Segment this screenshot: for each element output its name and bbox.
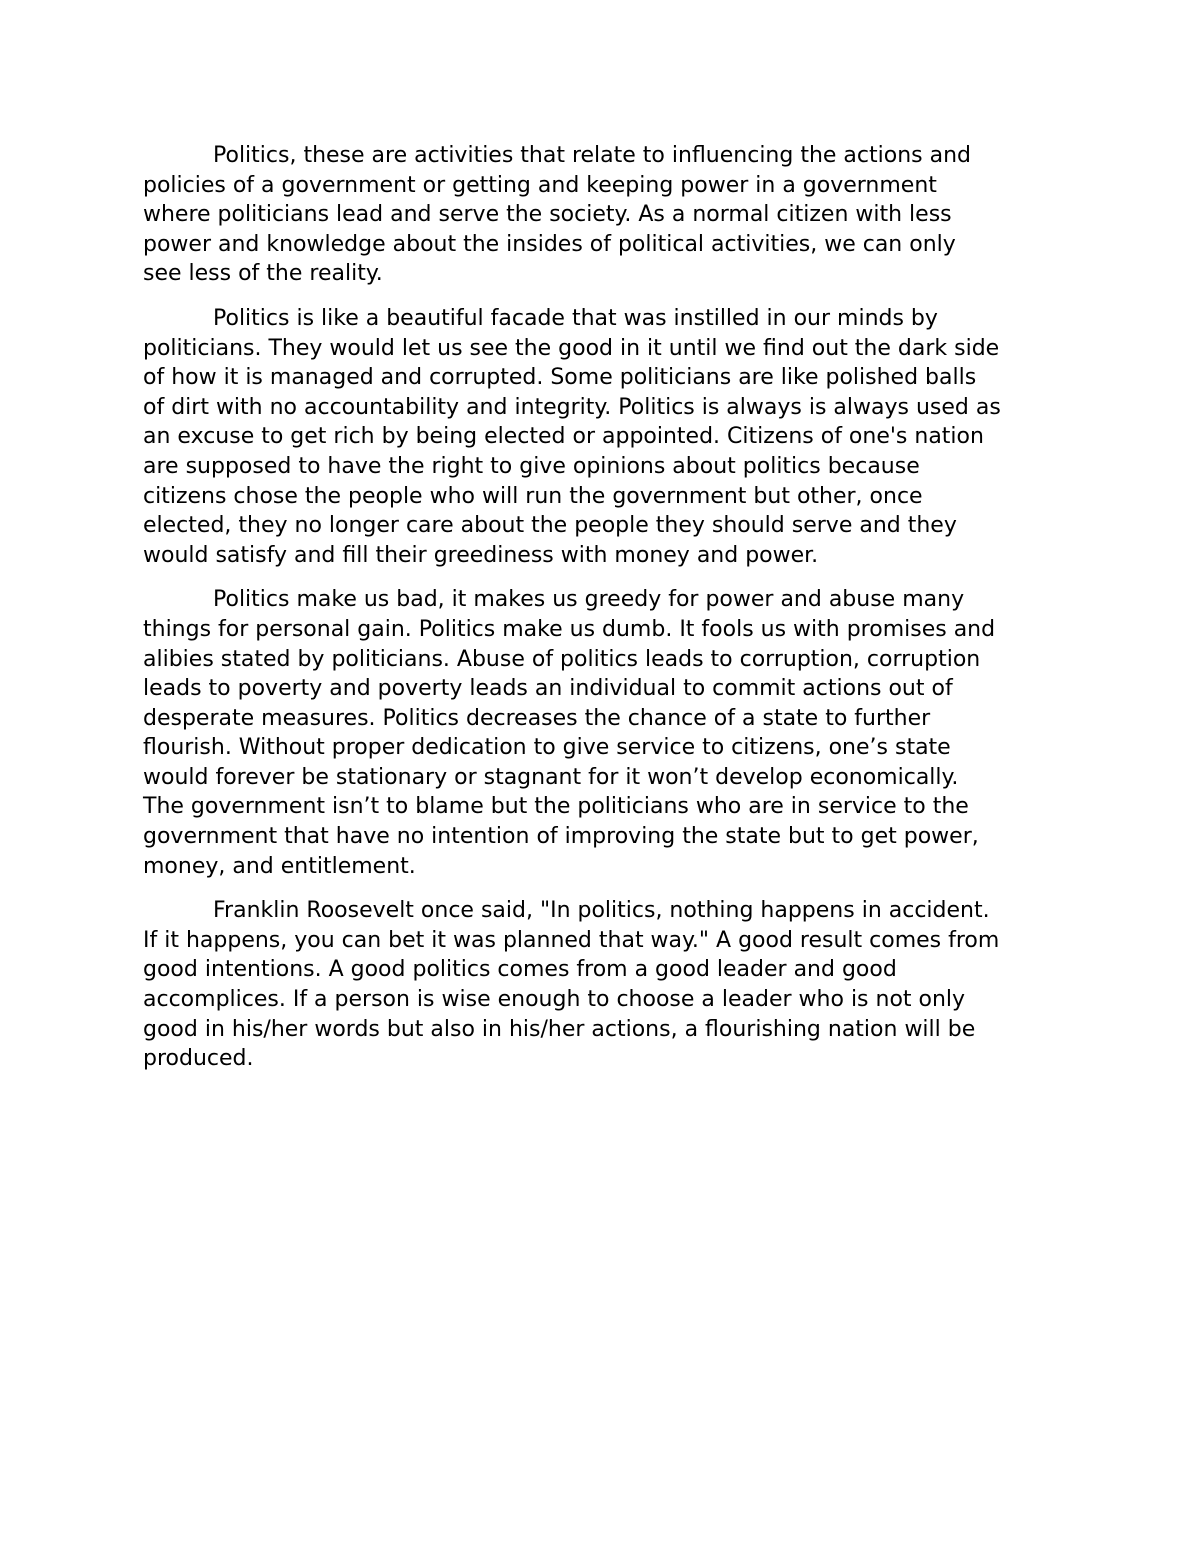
paragraph-line: of how it is managed and corrupted. Some politicians are like polished balls xyxy=(143,365,977,391)
paragraph-line: of dirt with no accountability and integrity. Politics is always is always used as xyxy=(143,394,1001,420)
paragraph-3 xyxy=(143,585,1078,881)
paragraph-line: good in his/her words but also in his/her actions, a flourishing nation will be xyxy=(143,1016,976,1042)
paragraph-line: money, and entitlement. xyxy=(143,853,416,879)
paragraph-line: leads to poverty and poverty leads an individual to commit actions out of xyxy=(143,676,953,702)
paragraph-line: Politics make us bad, it makes us greedy for power and abuse many xyxy=(213,587,965,613)
paragraph-line: accomplices. If a person is wise enough to choose a leader who is not only xyxy=(143,987,966,1013)
paragraph-line: are supposed to have the right to give opinions about politics because xyxy=(143,453,920,479)
paragraph-line: politicians. They would let us see the good in it until we find out the dark side xyxy=(143,335,1000,361)
paragraph-line: Politics, these are activities that relate to influencing the actions and xyxy=(213,143,971,168)
paragraph-line: elected, they no longer care about the people they should serve and they xyxy=(143,513,957,539)
paragraph-line: would forever be stationary or stagnant for it won’t develop economically. xyxy=(143,764,959,790)
paragraph-2 xyxy=(143,304,1078,570)
paragraph-line: Franklin Roosevelt once said, "In politics, nothing happens in accident. xyxy=(213,898,990,924)
paragraph-line: Politics is like a beautiful facade that was instilled in our minds by xyxy=(213,305,938,331)
paragraph-line: alibies stated by politicians. Abuse of politics leads to corruption, corruption xyxy=(143,646,981,672)
paragraph-line: government that have no intention of improving the state but to get power, xyxy=(143,824,979,850)
paragraph-4 xyxy=(143,896,1078,1074)
paragraph-line: desperate measures. Politics decreases the chance of a state to further xyxy=(143,705,931,731)
paragraph-line: The government isn’t to blame but the politicians who are in service to the xyxy=(143,794,969,820)
paragraph-line: produced. xyxy=(143,1046,254,1072)
paragraph-line: see less of the reality. xyxy=(143,261,383,287)
document-body xyxy=(143,141,1078,1089)
paragraph-line: things for personal gain. Politics make us dumb. It fools us with promises and xyxy=(143,616,996,642)
paragraph-line: good intentions. A good politics comes from a good leader and good xyxy=(143,957,897,983)
paragraph-line: power and knowledge about the insides of political activities, we can only xyxy=(143,231,956,257)
paragraph-1 xyxy=(143,141,1078,289)
paragraph-line: where politicians lead and serve the society. As a normal citizen with less xyxy=(143,202,952,228)
paragraph-line: If it happens, you can bet it was planned that way." A good result comes from xyxy=(143,927,1000,953)
paragraph-line: citizens chose the people who will run the government but other, once xyxy=(143,483,923,509)
paragraph-line: an excuse to get rich by being elected or appointed. Citizens of one's nation xyxy=(143,424,984,450)
paragraph-line: flourish. Without proper dedication to give service to citizens, one’s state xyxy=(143,735,951,761)
paragraph-line: would satisfy and fill their greediness with money and power. xyxy=(143,542,819,568)
paragraph-line: policies of a government or getting and keeping power in a government xyxy=(143,172,937,198)
